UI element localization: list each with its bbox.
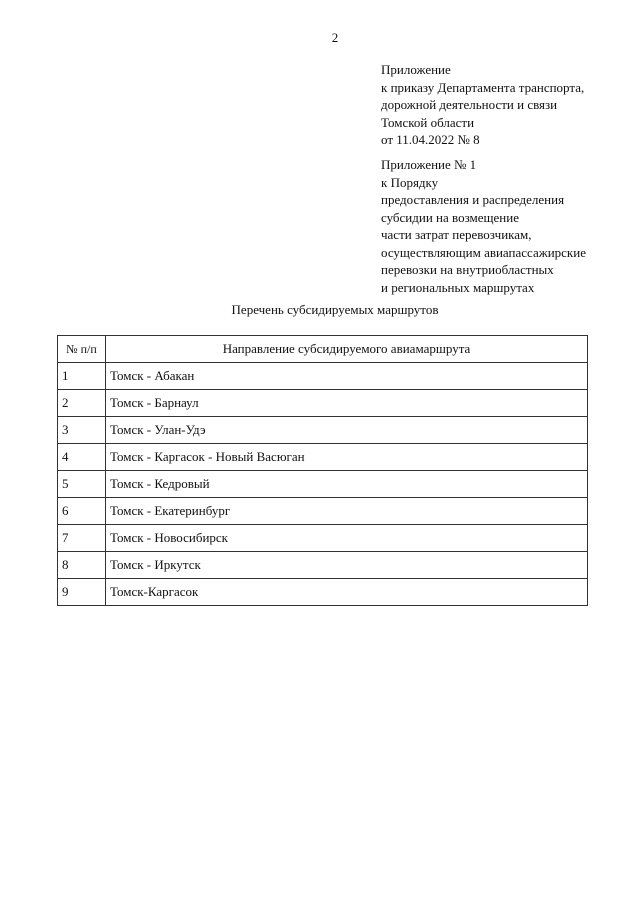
route-name: Томск - Улан-Удэ [106, 417, 588, 444]
appendix-header-line: от 11.04.2022 № 8 [381, 132, 480, 147]
table-row [58, 444, 588, 471]
table-row [58, 363, 588, 390]
row-number: 7 [58, 525, 106, 552]
row-number: 6 [58, 498, 106, 525]
row-number: 8 [58, 552, 106, 579]
row-number: 9 [58, 579, 106, 606]
table-row [58, 390, 588, 417]
row-number: 4 [58, 444, 106, 471]
appendix-subheader-line: осуществляющим авиапассажирские [381, 244, 586, 260]
route-name: Томск-Каргасок [106, 579, 588, 606]
route-name: Томск - Кедровый [106, 471, 588, 498]
appendix-header-line: Приложение [381, 62, 451, 77]
routes-table [57, 335, 588, 606]
route-name: Томск - Каргасок - Новый Васюган [106, 444, 588, 471]
appendix-subheader-line: Приложение № 1 [381, 157, 477, 172]
table-row [58, 525, 588, 552]
appendix-subheader-line: части затрат перевозчикам, [381, 227, 532, 242]
table-row [58, 417, 588, 444]
table-row [58, 579, 588, 606]
route-name: Томск - Абакан [106, 363, 588, 390]
route-name: Томск - Новосибирск [106, 525, 588, 552]
row-number: 1 [58, 363, 106, 390]
appendix-subheader [381, 156, 586, 296]
document-title: Перечень субсидируемых маршрутов [231, 302, 439, 317]
appendix-subheader-line: субсидии на возмещение [381, 209, 519, 225]
route-name: Томск - Екатеринбург [106, 498, 588, 525]
table-header-row [58, 336, 588, 363]
table-row [58, 552, 588, 579]
appendix-header-line: к приказу Департамента транспорта, [381, 79, 585, 95]
page-number: 2 [331, 30, 339, 45]
appendix-header [381, 61, 584, 149]
column-header-number: № п/п [58, 336, 106, 363]
appendix-subheader-line: перевозки на внутриобластных [381, 262, 554, 277]
route-name: Томск - Барнаул [106, 390, 588, 417]
table-row [58, 471, 588, 498]
column-header-route: Направление субсидируемого авиамаршрута [106, 336, 588, 363]
appendix-subheader-line: и региональных маршрутах [381, 279, 535, 295]
route-name: Томск - Иркутск [106, 552, 588, 579]
row-number: 2 [58, 390, 106, 417]
appendix-header-line: дорожной деятельности и связи [381, 97, 558, 112]
appendix-subheader-line: к Порядку [381, 174, 439, 190]
appendix-header-line: Томской области [381, 114, 475, 130]
row-number: 5 [58, 471, 106, 498]
row-number: 3 [58, 417, 106, 444]
table-row [58, 498, 588, 525]
appendix-subheader-line: предоставления и распределения [381, 192, 565, 207]
